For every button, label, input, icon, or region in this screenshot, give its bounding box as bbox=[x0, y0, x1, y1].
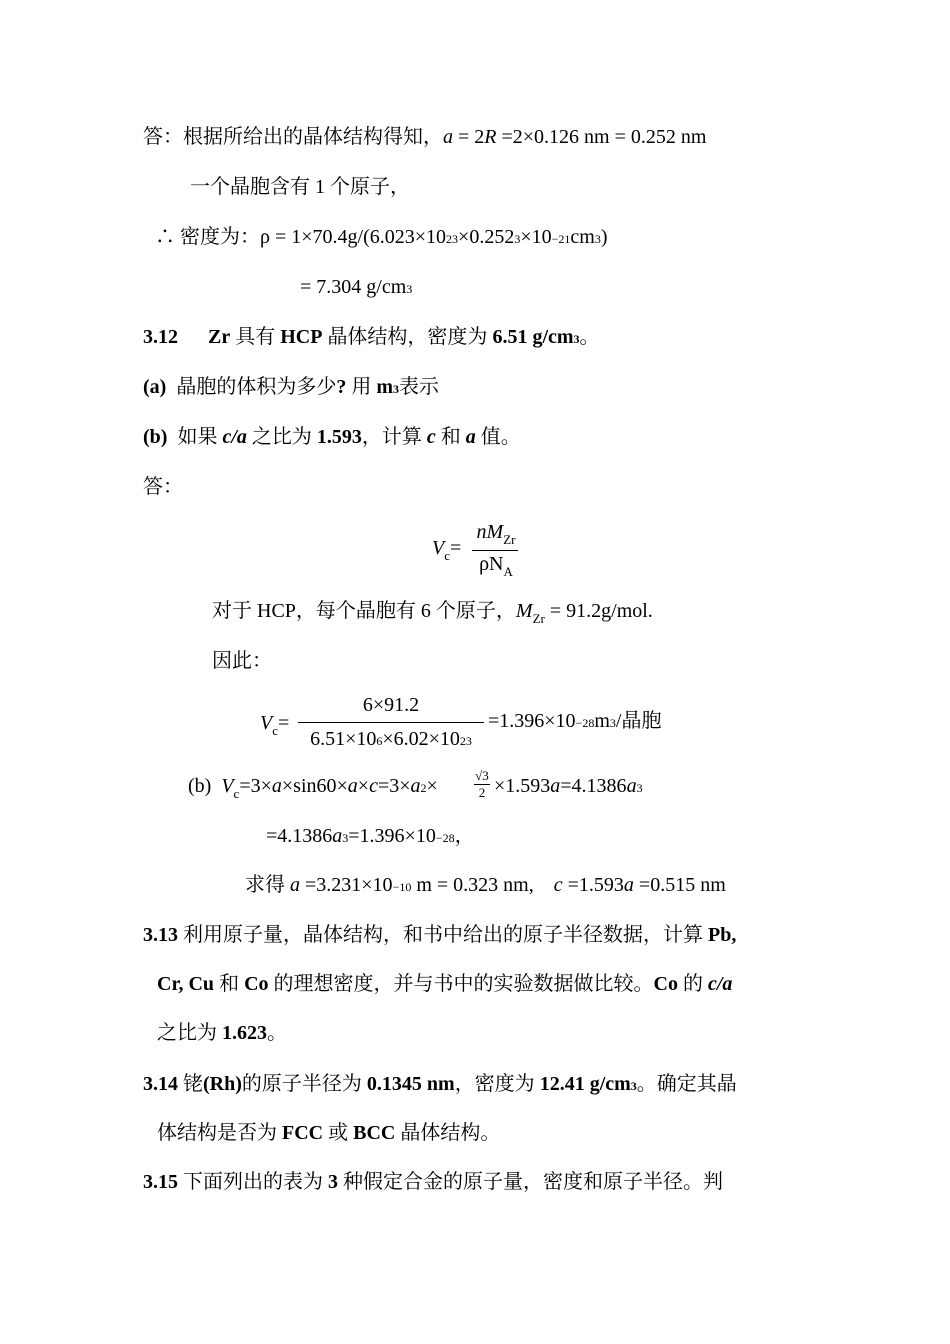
result-line: 求得 a =3.231×10−10 m = 0.323 nm, c =1.593a =0.515 nm bbox=[245, 874, 726, 896]
fraction-bar bbox=[472, 550, 518, 551]
fraction-denominator: $\rho N_A$ bbox=[479, 553, 513, 579]
problem-3-15: 3.15 下面列出的表为 3 种假定合金的原子量，密度和原子半径。判 bbox=[143, 1171, 723, 1193]
sqrt3-over-2: √3 2 bbox=[475, 768, 489, 800]
fraction-bar bbox=[298, 722, 484, 723]
answer-line-2: 一个晶胞含有 1 个原子， bbox=[190, 176, 410, 198]
problem-3-12: 3.12 Zr 具有 HCP 晶体结构，密度为 6.51 g/cm3。 bbox=[143, 326, 600, 348]
answer-label: 答： bbox=[143, 476, 183, 498]
therefore-line: 因此： bbox=[212, 650, 272, 672]
density-result: = 7.304 g/cm3 bbox=[300, 276, 413, 298]
question-a: (a) 晶胞的体积为多少? 用 m3表示 bbox=[143, 376, 439, 398]
problem-3-13-line-1: 3.13 利用原子量，晶体结构，和书中给出的原子半径数据，计算 Pb, bbox=[143, 924, 737, 946]
problem-3-14-line-1: 3.14 铑(Rh)的原子半径为 0.1345 nm，密度为 12.41 g/cm3。确定其晶 bbox=[143, 1073, 737, 1095]
problem-3-14-line-2: 体结构是否为 FCC 或 BCC 晶体结构。 bbox=[157, 1122, 501, 1144]
fraction-numerator: $nM_{Zr}$ bbox=[476, 521, 516, 547]
problem-3-13-line-2: Cr, Cu 和 Co 的理想密度，并与书中的实验数据做比较。Co 的 c/a bbox=[157, 973, 733, 995]
question-b: (b) 如果 c/a 之比为 1.593，计算 c 和 a 值。 bbox=[143, 426, 521, 448]
answer-line-1: 答：根据所给出的晶体结构得知，a = 2R =2×0.126 nm = 0.252 nm bbox=[143, 126, 707, 148]
hcp-atoms-line: 对于 HCP，每个晶胞有 6 个原子，$M_{Zr} = 91.2g/mol$. bbox=[212, 600, 653, 626]
problem-3-13-line-3: 之比为 1.623。 bbox=[157, 1022, 287, 1044]
density-formula: ∴ 密度为：ρ = 1×70.4g/(6.023×1023×0.2523×10−21cm3) bbox=[155, 226, 608, 248]
formula-b-line-2: =4.1386a3=1.396×10−28， bbox=[266, 825, 475, 847]
